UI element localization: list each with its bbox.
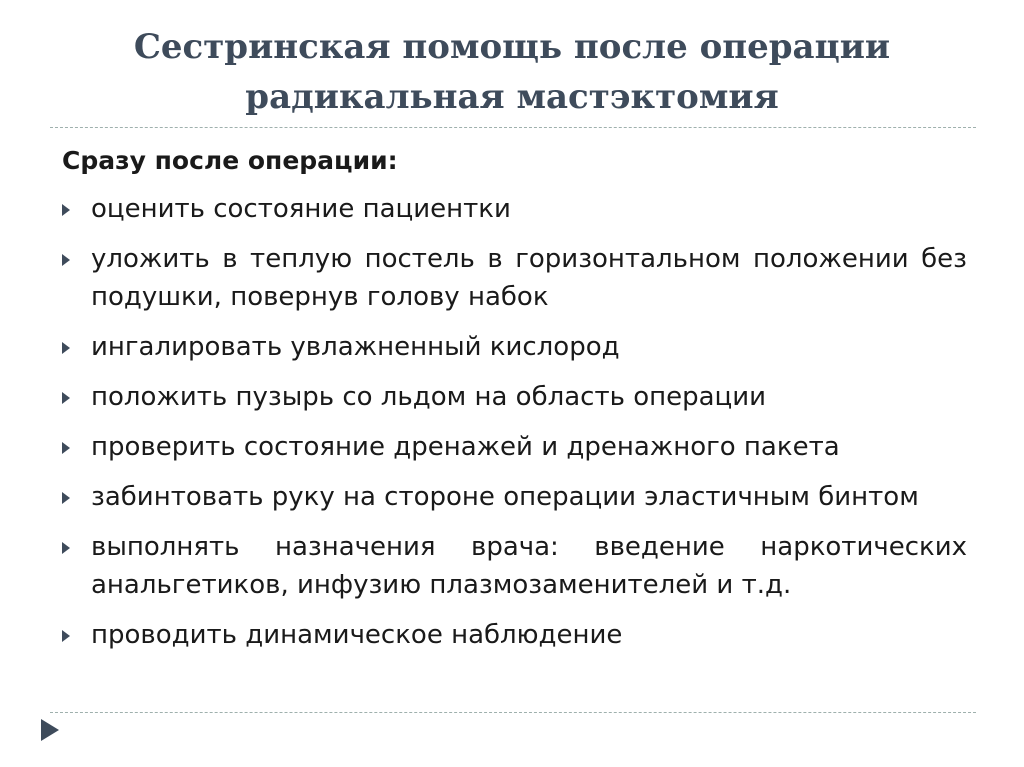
triangle-right-icon	[62, 630, 70, 642]
bullet-list	[62, 190, 967, 654]
bullet-text: уложить в теплую постель в горизонтальном положении без подушки, повернув голову набок	[91, 244, 967, 312]
bullet-item	[62, 378, 967, 416]
slide-title-line: Сестринская помощь после операции	[133, 27, 891, 67]
bullet-item	[62, 328, 967, 366]
triangle-right-icon	[62, 342, 70, 354]
triangle-right-icon	[62, 442, 70, 454]
bullet-text: выполнять назначения врача: введение наркотических анальгетиков, инфузию плазмозаменителей и т.д.	[91, 532, 967, 600]
bullet-item	[62, 478, 967, 516]
bullet-text: положить пузырь со льдом на область операции	[91, 382, 767, 412]
bullet-item	[62, 240, 967, 316]
bullet-text: оценить состояние пациентки	[91, 194, 511, 224]
footer-divider	[50, 712, 976, 713]
bullet-item	[62, 616, 967, 654]
title-divider	[50, 127, 976, 128]
bullet-text: ингалировать увлажненный кислород	[91, 332, 620, 362]
bullet-text: проводить динамическое наблюдение	[91, 620, 623, 650]
bullet-text: забинтовать руку на стороне операции эластичным бинтом	[91, 482, 919, 512]
bullet-text: проверить состояние дренажей и дренажного пакета	[91, 432, 840, 462]
bullet-item	[62, 190, 967, 228]
triangle-right-icon	[62, 204, 70, 216]
triangle-right-icon[interactable]	[41, 719, 59, 741]
slide-title-line: радикальная мастэктомия	[245, 77, 779, 117]
slide-content	[62, 140, 967, 666]
subheading: Сразу после операции:	[62, 146, 398, 175]
bullet-item	[62, 428, 967, 466]
triangle-right-icon	[62, 492, 70, 504]
triangle-right-icon	[62, 254, 70, 266]
slide-title	[60, 22, 964, 122]
triangle-right-icon	[62, 392, 70, 404]
bullet-item	[62, 528, 967, 604]
triangle-right-icon	[62, 542, 70, 554]
